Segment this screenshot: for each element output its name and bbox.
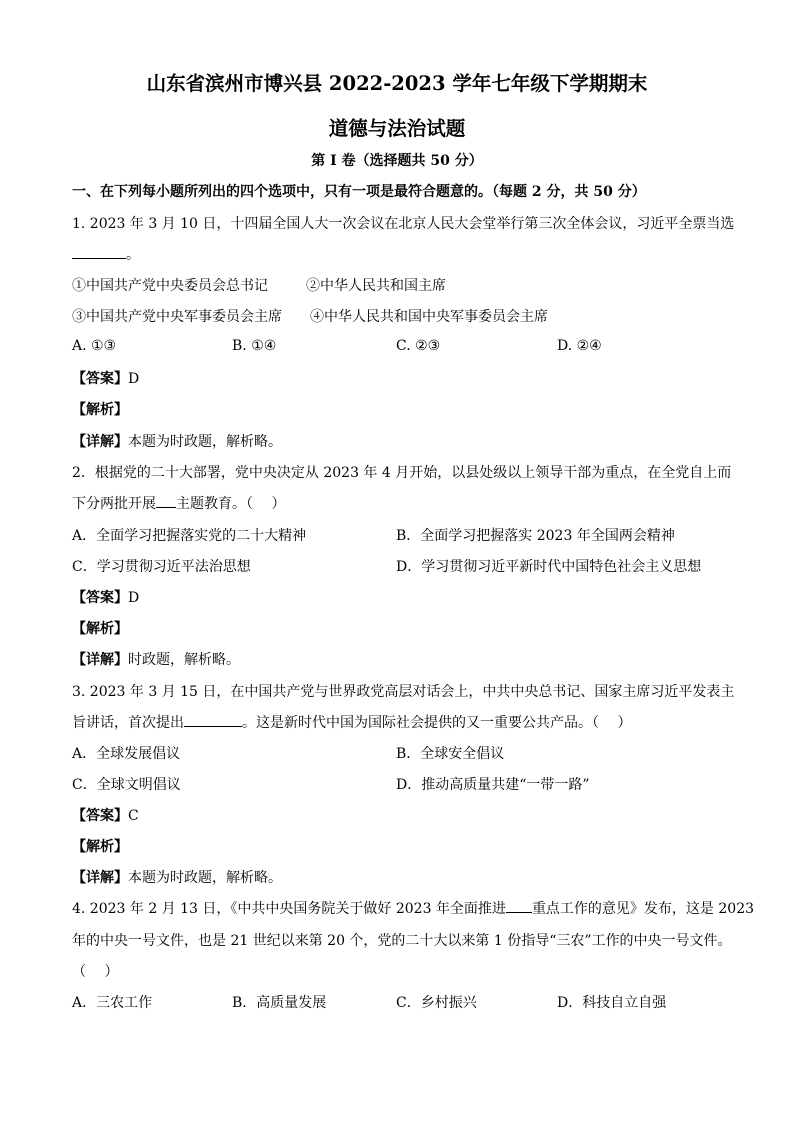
question-2-stem-line1: 2．根据党的二十大部署，党中央决定从 2023 年 4 月开始，以县处级以上领导干部为重点，在全党自上而 — [72, 465, 732, 481]
question-1-item-4: ④中华人民共和国中央军事委员会主席 — [310, 309, 548, 325]
question-1-option-d: D. ②④ — [557, 338, 602, 354]
question-2-answer: 【答案】D — [72, 590, 140, 606]
question-3-option-c: C．全球文明倡议 — [72, 777, 181, 793]
question-2-option-a: A．全面学习把握落实党的二十大精神 — [72, 528, 307, 544]
question-2-stem-line2: 下分两批开展 主题教育。（ ） — [72, 493, 285, 513]
question-4-stem-line2: 年的中央一号文件，也是 21 世纪以来第 20 个，党的二十大以来第 1 份指导“三农”工作的中央一号文件。 — [72, 933, 732, 949]
question-4-option-c: C．乡村振兴 — [396, 995, 477, 1011]
answer-blank — [184, 712, 242, 727]
question-1-answer: 【答案】D — [72, 371, 140, 387]
part-heading: 第 I 卷（选择题共 50 分） — [311, 153, 483, 169]
question-4-option-d: D．科技自立自强 — [557, 995, 667, 1011]
answer-blank — [72, 244, 126, 259]
question-3-analysis-label: 【解析】 — [72, 839, 128, 855]
question-1-analysis-label: 【解析】 — [72, 402, 128, 418]
question-1-option-a: A. ①③ — [72, 338, 117, 354]
question-1-detail: 【详解】本题为时政题，解析略。 — [72, 434, 282, 450]
question-3-answer: 【答案】C — [72, 808, 139, 824]
question-3-stem-line1: 3. 2023 年 3 月 15 日，在中国共产党与世界政党高层对话会上，中共中央总书记、国家主席习近平发表主 — [72, 684, 735, 700]
question-1-item-1: ①中国共产党中央委员会总书记 — [72, 278, 268, 294]
section-heading: 一、在下列每小题所列出的四个选项中，只有一项是最符合题意的。（每题 2 分，共 50 分） — [72, 184, 646, 200]
question-3-detail: 【详解】本题为时政题，解析略。 — [72, 870, 282, 886]
answer-blank — [156, 493, 176, 508]
question-1-option-c: C. ②③ — [396, 338, 441, 354]
question-1-stem-line2: 。 — [72, 244, 140, 264]
question-2-option-c: C．学习贯彻习近平法治思想 — [72, 559, 251, 575]
question-4-stem-line3: （ ） — [72, 964, 119, 980]
question-1-stem-line1: 1. 2023 年 3 月 10 日，十四届全国人大一次会议在北京人民大会堂举行第三次全体会议，习近平全票当选 — [72, 216, 735, 232]
question-3-option-a: A．全球发展倡议 — [72, 746, 181, 762]
question-2-analysis-label: 【解析】 — [72, 621, 128, 637]
question-1-item-2: ②中华人民共和国主席 — [306, 278, 446, 294]
document-subtitle: 道德与法治试题 — [328, 117, 466, 140]
answer-blank — [506, 898, 532, 913]
question-1-item-3: ③中国共产党中央军事委员会主席 — [72, 309, 282, 325]
question-2-detail: 【详解】时政题，解析略。 — [72, 652, 240, 668]
question-3-option-b: B．全球安全倡议 — [396, 746, 505, 762]
question-2-option-b: B．全面学习把握落实 2023 年全国两会精神 — [396, 528, 675, 544]
question-4-option-a: A．三农工作 — [72, 995, 153, 1011]
question-3-stem-line2: 旨讲话，首次提出 。这是新时代中国为国际社会提供的又一重要公共产品。（ ） — [72, 712, 631, 732]
question-3-option-d: D．推动高质量共建“一带一路” — [396, 777, 590, 793]
question-4-stem-line1: 4. 2023 年 2 月 13 日，《中共中央国务院关于做好 2023 年全面推进 重点工作的意见》发布，这是 2023 — [72, 898, 754, 918]
document-title: 山东省滨州市博兴县 2022-2023 学年七年级下学期期末 — [146, 72, 648, 95]
question-2-option-d: D．学习贯彻习近平新时代中国特色社会主义思想 — [396, 559, 702, 575]
question-1-option-b: B. ①④ — [232, 338, 277, 354]
question-4-option-b: B．高质量发展 — [232, 995, 327, 1011]
